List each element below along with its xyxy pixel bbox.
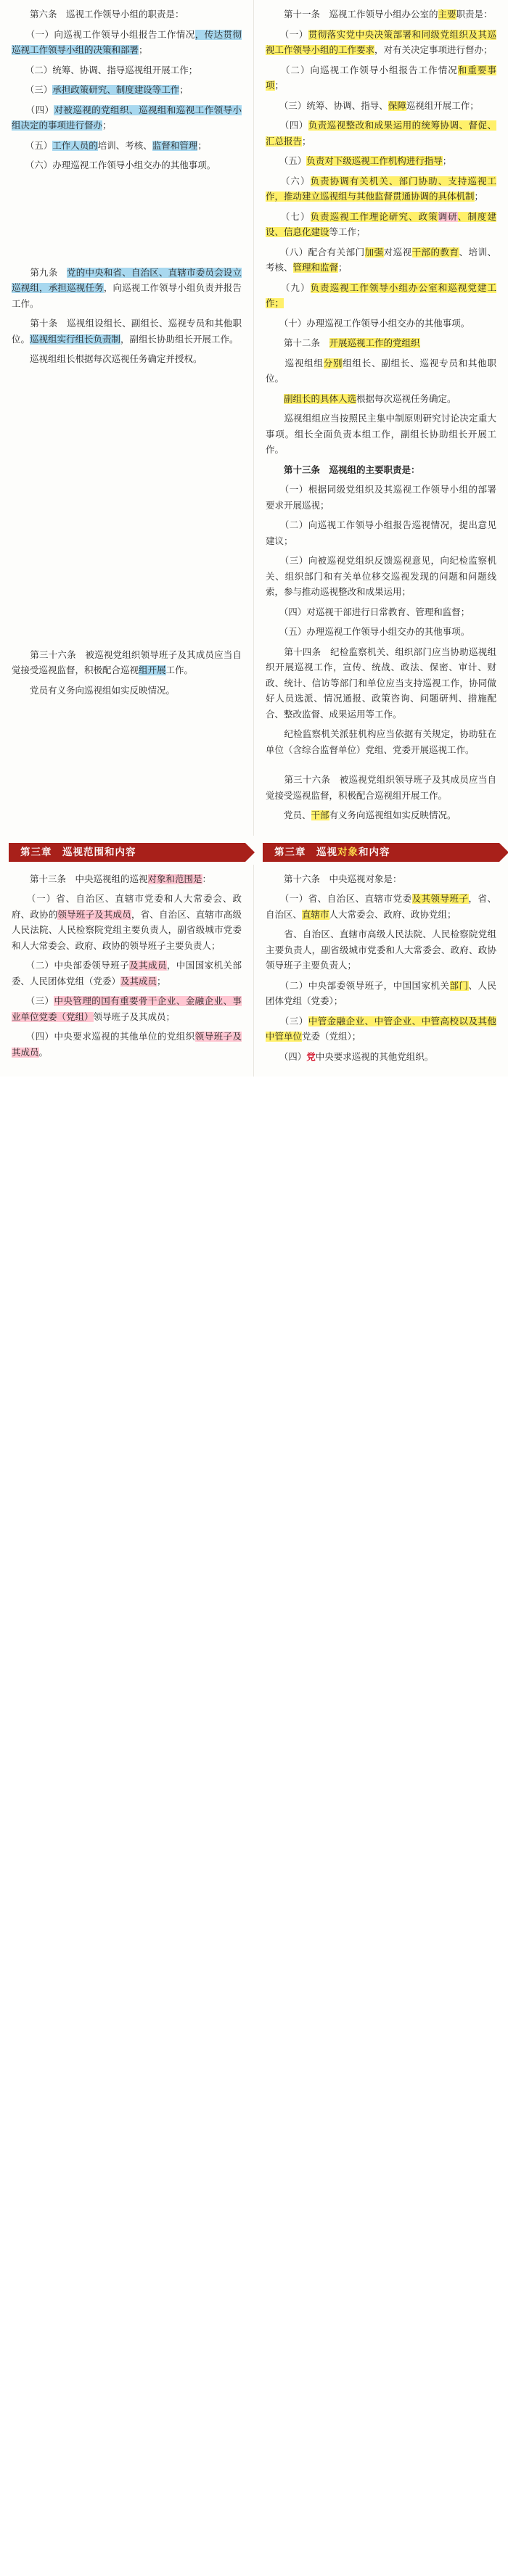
paragraph — [266, 1014, 496, 1045]
text-span: （一）向巡视工作领导小组报告工作情况 — [12, 29, 195, 40]
text-span: 培训、考核、 — [97, 140, 152, 151]
text-span: ，省、自治区、直辖市高级人民法院、人民检察院党组主要负责人，副省级城市党委和人大常委会、政府、政协的领导班子主要负责人； — [12, 909, 242, 951]
text-span: 巡视组组长根据每次巡视任务确定并授权。 — [12, 354, 202, 364]
text-span: 根据每次巡视任务确定。 — [356, 393, 456, 404]
paragraph — [266, 392, 496, 408]
chapter-banner-left — [9, 843, 245, 862]
text-span: ； — [442, 156, 452, 166]
left-mid-body — [12, 266, 242, 368]
text-span: 工作人员的 — [52, 140, 98, 151]
text-span: （三） — [266, 1016, 308, 1026]
text-span: 巡视组组应当按照民主集中制原则研究讨论决定重大事项。组长全面负责本组工作，副组长协助组长开展工作。 — [266, 413, 496, 455]
paragraph — [12, 103, 242, 134]
text-span: ，向巡视工作领导小组负责并报告工作。 — [12, 283, 242, 309]
text-span: 监督和管理 — [152, 140, 198, 151]
paragraph — [12, 648, 242, 679]
text-span: 加强 — [364, 247, 384, 258]
text-span: 第三十六条 被巡视党组织领导班子及其成员应当自觉接受巡视监督，积极配合巡视组开展工作。 — [266, 775, 496, 801]
top-columns — [0, 0, 508, 836]
text-span: 领导班子及其成员 — [12, 1032, 242, 1058]
paragraph — [266, 1050, 496, 1066]
paragraph — [266, 210, 496, 241]
right-ch3-body — [266, 872, 496, 1066]
text-span: （二）向巡视工作领导小组报告工作情况 — [266, 65, 458, 75]
paragraph — [266, 872, 496, 888]
text-span: （九） — [266, 282, 311, 293]
text-span: 及其成员 — [120, 976, 157, 987]
text-span: （三）向被巡视党组织反馈巡视意见，向纪检监察机关、组织部门和有关单位移交巡视发现的问题和问题线索，参与推动巡视整改和成果运用； — [266, 556, 496, 597]
text-span: 部门 — [449, 980, 469, 991]
text-span: ，对有关决定事项进行督办； — [374, 45, 493, 55]
text-span: 对巡视 — [383, 247, 412, 258]
right-gap — [266, 762, 496, 773]
text-span: （十）办理巡视工作领导小组交办的其他事项。 — [266, 318, 470, 329]
text-span: （二）统筹、协调、指导巡视组开展工作； — [12, 65, 198, 75]
text-span: 第十条 巡视组设组长、副组长、巡视专员和其他职位。 — [12, 318, 242, 345]
paragraph — [266, 245, 496, 276]
text-span: 巡视组的主要职责是： — [329, 464, 420, 475]
text-span: 有义务向巡视组如实反映情况。 — [329, 810, 456, 820]
paragraph — [266, 892, 496, 923]
text-span: ； — [179, 85, 189, 95]
text-span: 第三十六条 被巡视党组织领导班子及其成员应当自觉接受巡视监督，积极配合巡视 — [12, 649, 242, 675]
paragraph — [266, 28, 496, 59]
text-span: 中央要求巡视的其他党组织。 — [315, 1051, 434, 1062]
paragraph — [266, 625, 496, 641]
text-span: ： — [202, 873, 212, 884]
text-span: 工作。 — [165, 665, 194, 675]
text-span: 组组长、副组长、巡视专员和其他职位。 — [266, 358, 496, 384]
left-column-top — [0, 0, 254, 836]
left-bottom-body — [12, 648, 242, 699]
paragraph — [12, 872, 242, 888]
text-span: ； — [139, 45, 148, 55]
text-span: 组开展 — [139, 665, 166, 675]
text-span: （二）中央部委领导班子 — [12, 960, 130, 971]
paragraph — [266, 118, 496, 149]
paragraph — [12, 158, 242, 174]
paragraph — [12, 139, 242, 155]
text-span: 领导班子及其成员； — [93, 1011, 176, 1022]
banner-text: 和内容 — [105, 846, 136, 857]
paragraph — [12, 1029, 242, 1061]
text-span: 及其成员 — [129, 960, 167, 971]
text-span: ，省、自治区、 — [266, 894, 496, 920]
paragraph — [266, 463, 496, 479]
right-column-top — [254, 0, 508, 836]
text-span: 。 — [38, 1047, 49, 1058]
text-span: 第十三条 中央巡视组的巡视 — [12, 873, 148, 884]
text-span: 管理和监督 — [292, 263, 339, 273]
banner-text: 第三章 巡视 — [20, 846, 83, 857]
text-span: （四）对巡视干部进行日常教育、管理和监督； — [266, 606, 470, 617]
text-span: （一） — [266, 29, 308, 40]
paragraph — [266, 927, 496, 974]
text-span: ，传达贯彻巡视工作领导小组的决策和部署 — [12, 29, 242, 55]
text-span: 开展巡视工作的党组织 — [329, 338, 420, 348]
text-span: 纪检监察机关派驻机构应当依据有关规定，协助驻在单位（含综合监督单位）党组、党委开展巡视工作。 — [266, 729, 496, 755]
banner-text: 对象 — [337, 846, 359, 857]
text-span: 直辖市 — [302, 909, 329, 920]
text-span: （四） — [266, 1051, 307, 1062]
text-span: 等工作； — [329, 227, 366, 237]
text-span: 主要 — [438, 9, 456, 20]
banner-text: 第三章 巡视 — [274, 846, 337, 857]
text-span: （四）中央要求巡视的其他单位的党组织 — [12, 1032, 195, 1042]
paragraph — [266, 7, 496, 23]
text-span: 对被巡视的党组织、巡视组和巡视工作领导小组决定的事项进行督办 — [12, 104, 242, 131]
text-span: 第十一条 巡视工作领导小组办公室的 — [266, 9, 438, 20]
text-span: 第十三条 — [266, 464, 329, 475]
text-span: 党员、 — [266, 810, 311, 820]
text-span — [266, 394, 284, 404]
banner-text: 范围 — [83, 846, 105, 857]
text-span: 党员有义务向巡视组如实反映情况。 — [12, 685, 176, 696]
text-span: 职责是： — [456, 9, 493, 20]
paragraph — [12, 266, 242, 313]
text-span: 贯彻落实党中央决策部署和同级党组织及其巡视工作领导小组的工作要求 — [266, 29, 496, 55]
text-span: 负责巡视整改和成果运用的统筹协调、督促、汇总报告 — [266, 120, 496, 147]
text-span: 人大常委会、政府、政协党组； — [329, 909, 456, 920]
text-span: 承担政策研究、制度建设等工作 — [52, 85, 180, 95]
text-span: （五） — [266, 156, 307, 166]
text-span: 负责巡视工作理论研究、政策 — [310, 211, 438, 222]
text-span: 干部的教育 — [411, 247, 459, 258]
text-span: （六） — [266, 176, 311, 186]
text-span: （三） — [12, 996, 54, 1006]
column-gap — [12, 178, 242, 266]
paragraph — [266, 518, 496, 549]
paragraph — [12, 316, 242, 347]
chapter3-columns — [0, 865, 508, 1077]
text-span: 巡视组实行组长负责制 — [30, 334, 121, 345]
text-span: 党 — [306, 1051, 316, 1062]
paragraph — [266, 808, 496, 824]
text-span: 第十四条 纪检监察机关、组织部门应当协助巡视组织开展巡视工作，宣传、统战、政法、保密、审计、财政、统计、信访等部门和单位应当支持巡视工作，协同做好人员选派、情况通报、政策咨询、问题研判、措施配合、整改监督、成果运用等工作。 — [266, 646, 496, 720]
text-span: 巡视组组 — [266, 358, 324, 369]
right-column-chapter3 — [254, 865, 508, 1077]
paragraph — [12, 7, 242, 23]
text-span: ； — [474, 192, 484, 202]
text-span: 保障 — [388, 100, 406, 111]
text-span: （一）省、自治区、直辖市党委 — [266, 894, 412, 904]
right-bottom-body — [266, 773, 496, 824]
text-span: （四） — [266, 120, 308, 131]
text-span: 领导班子及其成员 — [57, 909, 131, 920]
paragraph — [266, 174, 496, 205]
text-span: （二）向巡视工作领导小组报告巡视情况，提出意见建议； — [266, 520, 496, 546]
paragraph — [266, 99, 496, 115]
text-span: 省、自治区、直辖市高级人民法院、人民检察院党组主要负责人，副省级城市党委和人大常委会、政府、政协领导班子主要负责人； — [266, 929, 496, 971]
left-ch3-body — [12, 872, 242, 1061]
text-span: （三） — [12, 85, 53, 95]
document-page — [0, 0, 508, 1077]
paragraph — [12, 83, 242, 99]
text-span: 第十六条 中央巡视对象是： — [266, 873, 402, 884]
right-banner-cell — [254, 843, 508, 862]
paragraph — [12, 28, 242, 59]
left-top-body — [12, 7, 242, 174]
text-span: 干部 — [311, 810, 329, 820]
paragraph — [266, 727, 496, 758]
paragraph — [266, 356, 496, 387]
text-span: ； — [197, 140, 207, 151]
text-span: ，副组长协助组长开展工作。 — [120, 334, 239, 345]
column-gap-2 — [12, 372, 242, 648]
text-span: （五）办理巡视工作领导小组交办的其他事项。 — [266, 627, 470, 637]
text-span: 负责巡视工作领导小组办公室和巡视 — [310, 282, 468, 293]
text-span: （八）配合有关部门 — [266, 247, 365, 258]
paragraph — [266, 554, 496, 601]
text-span: （一）省、自治区、直辖市党委和人大常委会、政府、政协的 — [12, 894, 242, 920]
chapter-banner-right — [263, 843, 499, 862]
text-span: ； — [338, 263, 348, 273]
right-top-body — [266, 7, 496, 758]
paragraph — [12, 958, 242, 989]
left-column-chapter3 — [0, 865, 254, 1077]
left-banner-cell — [0, 843, 254, 862]
text-span: ； — [302, 136, 311, 147]
paragraph — [266, 773, 496, 804]
text-span: 巡视组开展工作； — [406, 100, 479, 111]
text-span: 、培训、考核、 — [266, 247, 496, 273]
paragraph — [266, 63, 496, 94]
text-span: 中管金融企业、中管企业、中管高校以及其他中管单位 — [266, 1016, 496, 1042]
text-span: 党的中央和省、自治区、直辖市委员会设立巡视组，承担巡视任务 — [12, 267, 242, 293]
text-span: ； — [274, 81, 284, 91]
text-span: 对象和范围是 — [147, 873, 202, 884]
paragraph — [12, 994, 242, 1025]
text-span: 负责对下级巡视工作机构进行指导 — [306, 156, 443, 166]
text-span: （四） — [12, 104, 54, 115]
paragraph — [12, 892, 242, 954]
paragraph — [266, 281, 496, 312]
text-span: 第十二条 — [266, 338, 329, 348]
text-span: 第九条 — [12, 267, 67, 278]
text-span: 负责协调有关机关、部门协助、支持巡视工作，推动建立巡视组与其他监督贯通协调的具体机制 — [266, 176, 496, 202]
text-span: 党委（党组）； — [302, 1032, 361, 1042]
text-span: （二）中央部委领导班子，中国国家机关 — [266, 980, 450, 991]
text-span: 第六条 巡视工作领导小组的职责是： — [12, 9, 184, 20]
text-span: ； — [102, 120, 112, 131]
text-span: （五） — [12, 140, 53, 151]
text-span: （六）办理巡视工作领导小组交办的其他事项。 — [12, 160, 216, 170]
paragraph — [266, 411, 496, 458]
text-span: 中央管理的国有重要骨干企业、金融企业、事业单位党委（党组） — [12, 996, 242, 1022]
paragraph — [266, 482, 496, 514]
text-span: ； — [157, 976, 166, 987]
text-span: 党建工作； — [266, 282, 496, 308]
paragraph — [12, 63, 242, 79]
text-span: 、制度建设、信息化建设 — [266, 211, 496, 237]
text-span: （一）根据同级党组织及其巡视工作领导小组的部署要求开展巡视； — [266, 485, 496, 511]
paragraph — [266, 336, 496, 352]
text-span: （七） — [266, 211, 311, 222]
text-span: 分别 — [323, 358, 343, 369]
paragraph — [266, 154, 496, 170]
paragraph — [266, 645, 496, 723]
text-span: 和重要事项 — [266, 65, 496, 91]
paragraph — [12, 352, 242, 368]
text-span: 副组长的具体人选 — [284, 393, 357, 404]
banner-text: 和内容 — [359, 846, 390, 857]
paragraph — [266, 316, 496, 332]
text-span: （三）统筹、协调、指导、 — [266, 100, 388, 111]
text-span: 调研 — [438, 211, 458, 222]
paragraph — [12, 683, 242, 699]
paragraph — [266, 605, 496, 621]
text-span: ，中国国家机关部委、人民团体党组（党委） — [12, 960, 242, 987]
text-span: 、人民团体党组（党委）； — [266, 980, 496, 1006]
paragraph — [266, 979, 496, 1010]
chapter-banner-row — [0, 843, 508, 862]
text-span: 及其领导班子 — [411, 894, 469, 904]
